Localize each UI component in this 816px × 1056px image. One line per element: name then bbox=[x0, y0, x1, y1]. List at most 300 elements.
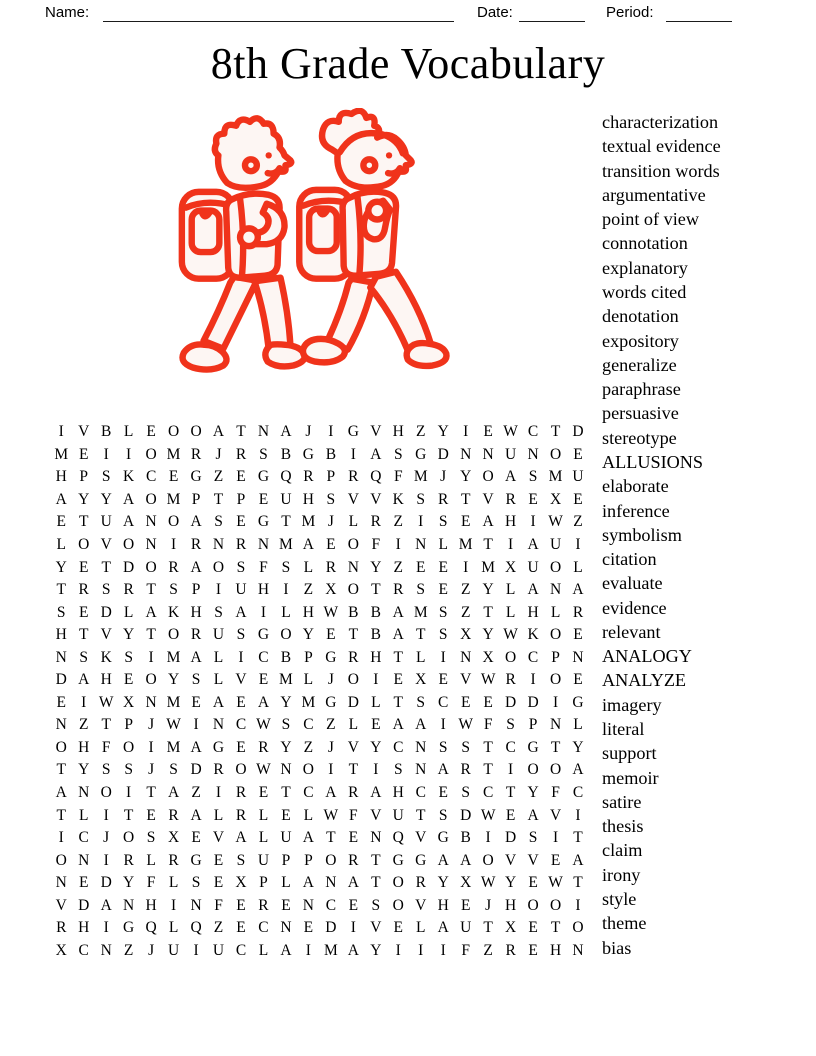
grid-letter: R bbox=[348, 648, 359, 666]
grid-letter: N bbox=[415, 761, 427, 779]
grid-letter: T bbox=[56, 581, 66, 599]
grid-letter: D bbox=[347, 693, 359, 711]
grid-letter: R bbox=[213, 761, 224, 779]
grid-letter: I bbox=[373, 761, 379, 779]
grid-letter: R bbox=[190, 626, 202, 644]
grid-letter: W bbox=[256, 716, 271, 734]
grid-letter: N bbox=[460, 648, 472, 666]
grid-letter: N bbox=[257, 423, 270, 441]
grid-letter: E bbox=[438, 671, 448, 689]
grid-letter: O bbox=[280, 626, 292, 644]
grid-letter: P bbox=[259, 874, 268, 892]
grid-letter: G bbox=[257, 626, 270, 644]
grid-letter: M bbox=[279, 536, 293, 553]
grid-letter: E bbox=[78, 603, 89, 621]
grid-letter: F bbox=[349, 806, 358, 824]
grid-letter: B bbox=[460, 829, 471, 847]
date-label: Date: bbox=[477, 4, 513, 21]
word-list-item: transition words bbox=[602, 160, 720, 181]
word-list-item: symbolism bbox=[602, 524, 682, 545]
word-list-item: bias bbox=[602, 937, 632, 958]
grid-letter: Y bbox=[123, 874, 135, 892]
grid-letter: U bbox=[572, 468, 584, 486]
grid-letter: O bbox=[505, 648, 517, 666]
word-list-item: characterization bbox=[602, 112, 719, 132]
grid-letter: E bbox=[281, 896, 291, 914]
grid-letter: R bbox=[235, 784, 247, 802]
grid-letter: S bbox=[236, 851, 246, 869]
grid-letter: P bbox=[124, 716, 133, 734]
word-list-item: literal bbox=[602, 719, 645, 740]
grid-letter: A bbox=[527, 581, 539, 599]
grid-letter: A bbox=[280, 423, 292, 441]
grid-letter: E bbox=[236, 468, 246, 486]
grid-letter: I bbox=[463, 423, 469, 441]
grid-letter: G bbox=[302, 445, 314, 463]
grid-letter: U bbox=[527, 558, 539, 576]
grid-letter: J bbox=[327, 738, 334, 756]
grid-letter: T bbox=[326, 829, 336, 847]
grid-letter: Y bbox=[370, 941, 382, 959]
grid-letter: O bbox=[55, 851, 67, 869]
grid-letter: T bbox=[483, 919, 493, 937]
grid-letter: A bbox=[437, 761, 449, 779]
name-blank-line[interactable] bbox=[103, 4, 454, 22]
grid-letter: S bbox=[214, 513, 223, 531]
grid-letter: A bbox=[145, 603, 157, 621]
grid-letter: S bbox=[438, 513, 448, 531]
grid-letter: W bbox=[480, 806, 496, 824]
grid-letter: Y bbox=[572, 738, 584, 756]
grid-letter: H bbox=[527, 603, 539, 621]
grid-letter: O bbox=[55, 738, 67, 756]
worksheet-title: 8th Grade Vocabulary bbox=[210, 39, 606, 88]
grid-letter: E bbox=[258, 490, 269, 508]
grid-letter: Q bbox=[280, 468, 292, 486]
word-list-item: words cited bbox=[602, 281, 687, 302]
grid-letter: Y bbox=[437, 874, 449, 892]
date-blank-line[interactable] bbox=[519, 4, 585, 22]
grid-letter: A bbox=[392, 626, 404, 644]
grid-letter: S bbox=[281, 558, 291, 576]
grid-letter: C bbox=[325, 896, 337, 914]
grid-letter: E bbox=[528, 941, 538, 959]
grid-letter: I bbox=[530, 671, 536, 689]
grid-letter: U bbox=[100, 513, 112, 531]
grid-letter: E bbox=[438, 581, 448, 599]
grid-letter: O bbox=[78, 536, 90, 553]
boy-back-shoe bbox=[183, 344, 227, 369]
grid-letter: K bbox=[167, 603, 180, 621]
word-list-item: elaborate bbox=[602, 476, 669, 497]
grid-letter: M bbox=[413, 603, 428, 621]
girl-hand bbox=[368, 202, 386, 220]
grid-letter: X bbox=[167, 829, 180, 847]
grid-letter: A bbox=[437, 919, 449, 937]
grid-letter: X bbox=[235, 874, 247, 892]
grid-letter: M bbox=[166, 738, 181, 756]
grid-letter: T bbox=[101, 716, 111, 734]
word-list-item: memoir bbox=[602, 767, 659, 788]
grid-letter: S bbox=[528, 468, 538, 486]
grid-letter: E bbox=[78, 558, 89, 576]
grid-letter: E bbox=[460, 513, 471, 531]
grid-letter: G bbox=[572, 693, 584, 711]
grid-letter: F bbox=[214, 896, 223, 914]
grid-letter: E bbox=[438, 784, 448, 802]
grid-letter: I bbox=[305, 941, 311, 959]
grid-letter: Y bbox=[527, 784, 539, 802]
grid-letter: N bbox=[415, 738, 427, 756]
girl-front-shoe bbox=[407, 343, 447, 366]
boy-hand bbox=[240, 228, 258, 246]
grid-letter: R bbox=[348, 468, 359, 486]
grid-letter: J bbox=[215, 445, 222, 463]
grid-letter: M bbox=[279, 671, 293, 689]
grid-letter: O bbox=[145, 445, 157, 463]
grid-letter: S bbox=[393, 761, 403, 779]
grid-letter: E bbox=[483, 693, 493, 711]
grid-letter: C bbox=[258, 919, 269, 937]
grid-letter: E bbox=[236, 738, 246, 756]
girl-ear bbox=[363, 159, 375, 171]
grid-letter: A bbox=[257, 693, 270, 711]
grid-letter: O bbox=[100, 784, 112, 802]
grid-letter: K bbox=[100, 648, 112, 666]
grid-letter: O bbox=[190, 423, 202, 441]
grid-letter: W bbox=[166, 716, 181, 734]
grid-letter: A bbox=[302, 829, 314, 847]
grid-letter: T bbox=[483, 761, 493, 779]
boy-head bbox=[215, 118, 291, 188]
grid-letter: N bbox=[257, 536, 270, 553]
grid-letter: N bbox=[280, 919, 292, 937]
grid-letter: E bbox=[573, 445, 583, 463]
grid-letter: N bbox=[460, 445, 472, 463]
grid-letter: R bbox=[325, 558, 337, 576]
grid-letter: F bbox=[101, 738, 111, 756]
grid-letter: V bbox=[100, 626, 112, 644]
grid-letter: F bbox=[146, 874, 156, 892]
grid-letter: Y bbox=[280, 693, 292, 711]
grid-letter: L bbox=[348, 513, 359, 531]
grid-letter: R bbox=[438, 490, 449, 508]
grid-letter: T bbox=[550, 423, 561, 441]
grid-letter: I bbox=[126, 445, 132, 463]
grid-letter: R bbox=[168, 851, 179, 869]
grid-letter: R bbox=[190, 536, 202, 553]
grid-letter: Z bbox=[213, 468, 224, 486]
grid-letter: Z bbox=[326, 716, 336, 734]
grid-letter: N bbox=[572, 648, 584, 666]
grid-letter: I bbox=[575, 806, 581, 824]
grid-letter: C bbox=[78, 829, 89, 847]
grid-letter: A bbox=[347, 941, 359, 959]
grid-letter: N bbox=[145, 693, 157, 711]
grid-letter: J bbox=[148, 716, 155, 734]
grid-letter: E bbox=[326, 626, 336, 644]
grid-letter: G bbox=[415, 851, 427, 869]
grid-letter: I bbox=[170, 896, 177, 914]
grid-letter: V bbox=[235, 671, 247, 689]
grid-letter: T bbox=[483, 738, 493, 756]
grid-letter: R bbox=[258, 896, 269, 914]
grid-letter: R bbox=[572, 603, 584, 621]
grid-letter: Z bbox=[460, 581, 471, 599]
grid-letter: S bbox=[393, 445, 403, 463]
grid-letter: V bbox=[549, 806, 562, 824]
grid-letter: N bbox=[100, 941, 112, 959]
grid-letter: S bbox=[371, 896, 381, 914]
grid-letter: X bbox=[55, 941, 67, 959]
students-walking-illustration bbox=[171, 108, 467, 404]
grid-letter: A bbox=[460, 851, 472, 869]
name-label: Name: bbox=[45, 4, 90, 21]
grid-letter: R bbox=[348, 784, 359, 802]
word-list-item: claim bbox=[602, 840, 643, 861]
grid-letter: Y bbox=[370, 738, 382, 756]
grid-letter: I bbox=[148, 738, 154, 756]
grid-letter: L bbox=[146, 851, 156, 869]
word-list-item: point of view bbox=[602, 209, 699, 230]
grid-letter: A bbox=[482, 513, 494, 531]
grid-letter: R bbox=[393, 581, 404, 599]
grid-letter: D bbox=[325, 919, 337, 937]
grid-letter: R bbox=[370, 513, 381, 531]
boy-figure bbox=[182, 118, 305, 369]
period-blank-line[interactable] bbox=[666, 4, 732, 22]
grid-letter: V bbox=[415, 896, 427, 914]
grid-letter: J bbox=[148, 941, 155, 959]
grid-letter: E bbox=[236, 693, 246, 711]
word-list-item: theme bbox=[602, 913, 647, 934]
grid-letter: G bbox=[190, 851, 202, 869]
grid-letter: M bbox=[413, 468, 428, 486]
grid-letter: L bbox=[505, 581, 516, 599]
grid-letter: O bbox=[302, 761, 314, 779]
word-list-item: evaluate bbox=[602, 573, 663, 594]
grid-letter: M bbox=[54, 445, 69, 463]
grid-letter: O bbox=[167, 626, 180, 644]
word-list-item: support bbox=[602, 743, 657, 764]
grid-letter: N bbox=[78, 784, 90, 802]
grid-letter: O bbox=[549, 896, 562, 914]
grid-letter: H bbox=[55, 626, 67, 644]
grid-letter: L bbox=[505, 603, 516, 621]
grid-letter: S bbox=[169, 581, 178, 599]
grid-letter: Q bbox=[370, 468, 382, 486]
grid-letter: E bbox=[146, 806, 156, 824]
grid-letter: P bbox=[281, 851, 291, 869]
grid-letter: A bbox=[370, 784, 382, 802]
grid-letter: W bbox=[480, 874, 496, 892]
grid-letter: H bbox=[392, 423, 404, 441]
grid-letter: L bbox=[213, 671, 224, 689]
grid-letter: T bbox=[483, 536, 493, 553]
word-list-item: explanatory bbox=[602, 257, 688, 278]
grid-letter: I bbox=[103, 806, 109, 824]
grid-letter: L bbox=[213, 648, 224, 666]
grid-letter: S bbox=[438, 738, 448, 756]
grid-letter: S bbox=[438, 806, 448, 824]
grid-letter: H bbox=[370, 648, 382, 666]
grid-letter: C bbox=[415, 784, 426, 802]
grid-letter: E bbox=[78, 445, 89, 463]
grid-letter: E bbox=[371, 716, 381, 734]
grid-letter: U bbox=[257, 851, 270, 869]
grid-letter: S bbox=[236, 558, 246, 576]
grid-letter: O bbox=[347, 536, 359, 553]
grid-letter: A bbox=[280, 941, 292, 959]
word-list-item: ANALOGY bbox=[602, 646, 692, 667]
grid-letter: H bbox=[145, 896, 157, 914]
grid-letter: Y bbox=[280, 738, 292, 756]
grid-letter: R bbox=[460, 761, 471, 779]
grid-letter: E bbox=[56, 693, 66, 711]
grid-letter: V bbox=[347, 738, 359, 756]
grid-letter: G bbox=[190, 468, 202, 486]
grid-letter: E bbox=[281, 806, 291, 824]
grid-letter: I bbox=[463, 558, 469, 576]
grid-letter: K bbox=[527, 626, 539, 644]
grid-letter: O bbox=[123, 738, 135, 756]
grid-letter: J bbox=[327, 671, 334, 689]
grid-letter: W bbox=[458, 716, 473, 734]
grid-letter: Z bbox=[460, 603, 471, 621]
grid-letter: R bbox=[348, 851, 359, 869]
grid-letter: S bbox=[416, 581, 426, 599]
grid-letter: Y bbox=[505, 874, 517, 892]
grid-letter: O bbox=[482, 851, 494, 869]
word-list-item: expository bbox=[602, 330, 679, 351]
grid-letter: U bbox=[235, 581, 247, 599]
grid-letter: E bbox=[393, 919, 403, 937]
grid-letter: A bbox=[370, 445, 382, 463]
grid-letter: E bbox=[573, 490, 583, 508]
grid-letter: H bbox=[55, 468, 67, 486]
period-label: Period: bbox=[606, 4, 654, 21]
grid-letter: I bbox=[530, 513, 536, 531]
grid-letter: O bbox=[145, 490, 157, 508]
grid-letter: E bbox=[573, 671, 583, 689]
grid-letter: V bbox=[100, 536, 112, 553]
grid-letter: E bbox=[348, 896, 359, 914]
grid-letter: L bbox=[550, 603, 561, 621]
grid-letter: T bbox=[371, 874, 381, 892]
grid-letter: R bbox=[78, 581, 89, 599]
grid-letter: L bbox=[258, 829, 269, 847]
grid-letter: F bbox=[371, 536, 381, 553]
grid-letter: B bbox=[280, 648, 292, 666]
grid-letter: I bbox=[350, 445, 356, 463]
grid-letter: A bbox=[190, 738, 202, 756]
grid-letter: D bbox=[527, 693, 539, 711]
grid-letter: C bbox=[145, 468, 157, 486]
word-search-grid bbox=[50, 421, 589, 962]
grid-letter: A bbox=[235, 829, 247, 847]
grid-letter: C bbox=[235, 941, 247, 959]
grid-letter: C bbox=[78, 941, 89, 959]
grid-letter: I bbox=[508, 761, 514, 779]
grid-letter: Z bbox=[123, 941, 134, 959]
grid-letter: S bbox=[438, 626, 448, 644]
grid-letter: N bbox=[302, 896, 314, 914]
grid-letter: D bbox=[123, 558, 135, 576]
grid-letter: S bbox=[259, 445, 268, 463]
word-list-item: satire bbox=[602, 791, 642, 812]
grid-letter: I bbox=[328, 423, 334, 441]
grid-letter: I bbox=[350, 919, 356, 937]
grid-letter: P bbox=[551, 648, 560, 666]
grid-letter: Y bbox=[78, 490, 90, 508]
grid-letter: T bbox=[101, 558, 111, 576]
grid-letter: S bbox=[461, 784, 470, 802]
grid-letter: H bbox=[437, 896, 449, 914]
grid-letter: E bbox=[123, 671, 134, 689]
grid-letter: E bbox=[236, 513, 246, 531]
grid-letter: G bbox=[415, 445, 427, 463]
grid-letter: A bbox=[190, 648, 202, 666]
grid-letter: Y bbox=[55, 558, 67, 576]
grid-letter: A bbox=[55, 490, 67, 508]
grid-letter: D bbox=[572, 423, 584, 441]
grid-letter: T bbox=[56, 806, 66, 824]
grid-letter: O bbox=[549, 558, 562, 576]
grid-letter: T bbox=[213, 490, 224, 508]
grid-letter: L bbox=[573, 558, 583, 576]
grid-letter: E bbox=[236, 919, 246, 937]
grid-letter: B bbox=[325, 445, 337, 463]
grid-letter: A bbox=[190, 558, 202, 576]
grid-letter: I bbox=[81, 693, 87, 711]
grid-letter: R bbox=[505, 671, 516, 689]
grid-letter: L bbox=[258, 941, 269, 959]
grid-letter: S bbox=[326, 490, 336, 508]
grid-letter: Z bbox=[191, 784, 201, 802]
grid-letter: S bbox=[56, 603, 66, 621]
girl-figure bbox=[299, 111, 446, 366]
grid-letter: W bbox=[548, 874, 563, 892]
word-list-item: generalize bbox=[602, 354, 677, 375]
grid-letter: A bbox=[302, 536, 314, 553]
grid-letter: Y bbox=[302, 626, 314, 644]
grid-letter: Z bbox=[303, 738, 314, 756]
grid-letter: B bbox=[101, 423, 112, 441]
grid-letter: I bbox=[148, 648, 154, 666]
grid-letter: B bbox=[348, 603, 359, 621]
grid-letter: V bbox=[370, 490, 382, 508]
grid-letter: D bbox=[78, 896, 90, 914]
grid-letter: N bbox=[55, 648, 67, 666]
grid-letter: F bbox=[259, 558, 268, 576]
word-list-item: relevant bbox=[602, 621, 661, 642]
grid-letter: O bbox=[347, 671, 359, 689]
grid-letter: W bbox=[323, 806, 339, 824]
grid-letter: A bbox=[190, 806, 202, 824]
grid-letter: I bbox=[260, 603, 267, 621]
grid-letter: S bbox=[236, 626, 246, 644]
grid-letter: M bbox=[458, 536, 473, 553]
grid-letter: Z bbox=[393, 558, 403, 576]
grid-letter: T bbox=[123, 806, 134, 824]
grid-letter: E bbox=[56, 513, 66, 531]
grid-letter: N bbox=[347, 558, 359, 576]
grid-letter: N bbox=[212, 536, 225, 553]
grid-letter: P bbox=[304, 851, 313, 869]
grid-letter: J bbox=[327, 513, 334, 531]
grid-letter: X bbox=[325, 581, 337, 599]
grid-letter: L bbox=[281, 603, 291, 621]
